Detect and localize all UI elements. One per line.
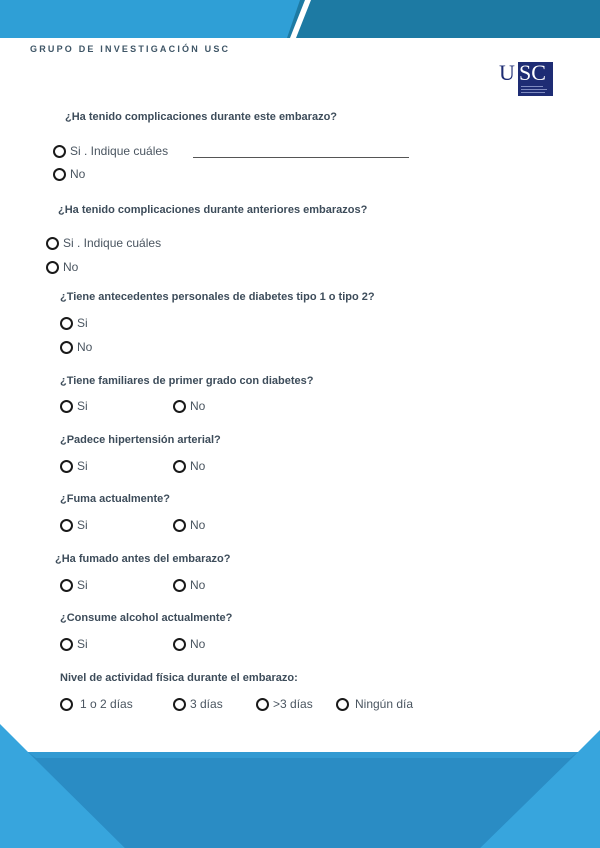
usc-logo bbox=[499, 62, 554, 96]
option-label: No bbox=[63, 260, 79, 274]
question-activity-level: Nivel de actividad física durante el embarazo: bbox=[60, 672, 298, 684]
question-diabetes-personal: ¿Tiene antecedentes personales de diabetes tipo 1 o tipo 2? bbox=[60, 291, 375, 303]
option-label: Si bbox=[77, 518, 88, 532]
radio-icon[interactable] bbox=[53, 168, 66, 181]
header-band bbox=[0, 0, 600, 38]
option-q5-yes[interactable] bbox=[60, 459, 88, 473]
logo-letter-u: U bbox=[499, 60, 515, 85]
option-q7-yes[interactable] bbox=[60, 578, 88, 592]
radio-icon[interactable] bbox=[173, 519, 186, 532]
option-label: 1 o 2 días bbox=[80, 697, 133, 711]
option-q7-no[interactable] bbox=[173, 578, 205, 592]
option-q8-no[interactable] bbox=[173, 637, 205, 651]
option-q4-yes[interactable] bbox=[60, 399, 88, 413]
option-q1-no[interactable] bbox=[53, 167, 85, 181]
radio-icon[interactable] bbox=[173, 579, 186, 592]
option-label: Si bbox=[77, 316, 88, 330]
radio-icon[interactable] bbox=[173, 698, 186, 711]
radio-icon[interactable] bbox=[60, 400, 73, 413]
radio-icon[interactable] bbox=[60, 519, 73, 532]
option-label: No bbox=[190, 459, 206, 473]
option-label: >3 días bbox=[273, 697, 313, 711]
question-smokes-now: ¿Fuma actualmente? bbox=[60, 493, 171, 505]
option-q3-no[interactable] bbox=[60, 340, 92, 354]
option-q4-no[interactable] bbox=[173, 399, 205, 413]
logo-letters-sc: SC bbox=[519, 60, 546, 85]
radio-icon[interactable] bbox=[46, 237, 59, 250]
question-hypertension: ¿Padece hipertensión arterial? bbox=[60, 434, 221, 446]
option-q6-no[interactable] bbox=[173, 518, 205, 532]
radio-icon[interactable] bbox=[173, 400, 186, 413]
option-label: No bbox=[70, 167, 86, 181]
option-label: No bbox=[190, 637, 206, 651]
question-alcohol: ¿Consume alcohol actualmente? bbox=[60, 612, 233, 624]
radio-icon[interactable] bbox=[173, 638, 186, 651]
question-complications-current: ¿Ha tenido complicaciones durante este embarazo? bbox=[65, 111, 338, 123]
option-label: Si . Indique cuáles bbox=[63, 236, 162, 250]
radio-icon[interactable] bbox=[173, 460, 186, 473]
option-label: Si bbox=[77, 459, 88, 473]
option-activity-more-3[interactable] bbox=[256, 697, 313, 711]
radio-icon[interactable] bbox=[60, 638, 73, 651]
option-label: No bbox=[190, 399, 206, 413]
question-complications-previous: ¿Ha tenido complicaciones durante anteriores embarazos? bbox=[58, 204, 368, 216]
question-smoked-before: ¿Ha fumado antes del embarazo? bbox=[55, 553, 231, 565]
radio-icon[interactable] bbox=[60, 579, 73, 592]
option-label: 3 días bbox=[190, 697, 223, 711]
question-diabetes-family: ¿Tiene familiares de primer grado con diabetes? bbox=[60, 375, 314, 387]
option-q6-yes[interactable] bbox=[60, 518, 88, 532]
radio-icon[interactable] bbox=[60, 460, 73, 473]
radio-icon[interactable] bbox=[256, 698, 269, 711]
option-label: Si bbox=[77, 399, 88, 413]
radio-icon[interactable] bbox=[60, 317, 73, 330]
specify-line[interactable] bbox=[193, 157, 409, 158]
option-q1-yes[interactable] bbox=[53, 144, 168, 158]
radio-icon[interactable] bbox=[60, 341, 73, 354]
radio-icon[interactable] bbox=[46, 261, 59, 274]
footer-band bbox=[0, 724, 600, 848]
option-label: Ningún día bbox=[355, 697, 414, 711]
option-label: No bbox=[190, 518, 206, 532]
option-activity-1-2[interactable] bbox=[60, 697, 133, 711]
brand-title: GRUPO DE INVESTIGACIÓN USC bbox=[30, 44, 231, 54]
option-label: Si bbox=[77, 578, 88, 592]
option-q3-yes[interactable] bbox=[60, 316, 88, 330]
option-label: Si bbox=[77, 637, 88, 651]
option-q5-no[interactable] bbox=[173, 459, 205, 473]
option-label: Si . Indique cuáles bbox=[70, 144, 169, 158]
option-activity-none[interactable] bbox=[336, 697, 413, 711]
option-label: No bbox=[190, 578, 206, 592]
option-q8-yes[interactable] bbox=[60, 637, 88, 651]
option-q2-no[interactable] bbox=[46, 260, 78, 274]
radio-icon[interactable] bbox=[336, 698, 349, 711]
radio-icon[interactable] bbox=[53, 145, 66, 158]
radio-icon[interactable] bbox=[60, 698, 73, 711]
logo-box bbox=[518, 62, 553, 96]
option-activity-3[interactable] bbox=[173, 697, 223, 711]
option-q2-yes[interactable] bbox=[46, 236, 161, 250]
option-label: No bbox=[77, 340, 93, 354]
